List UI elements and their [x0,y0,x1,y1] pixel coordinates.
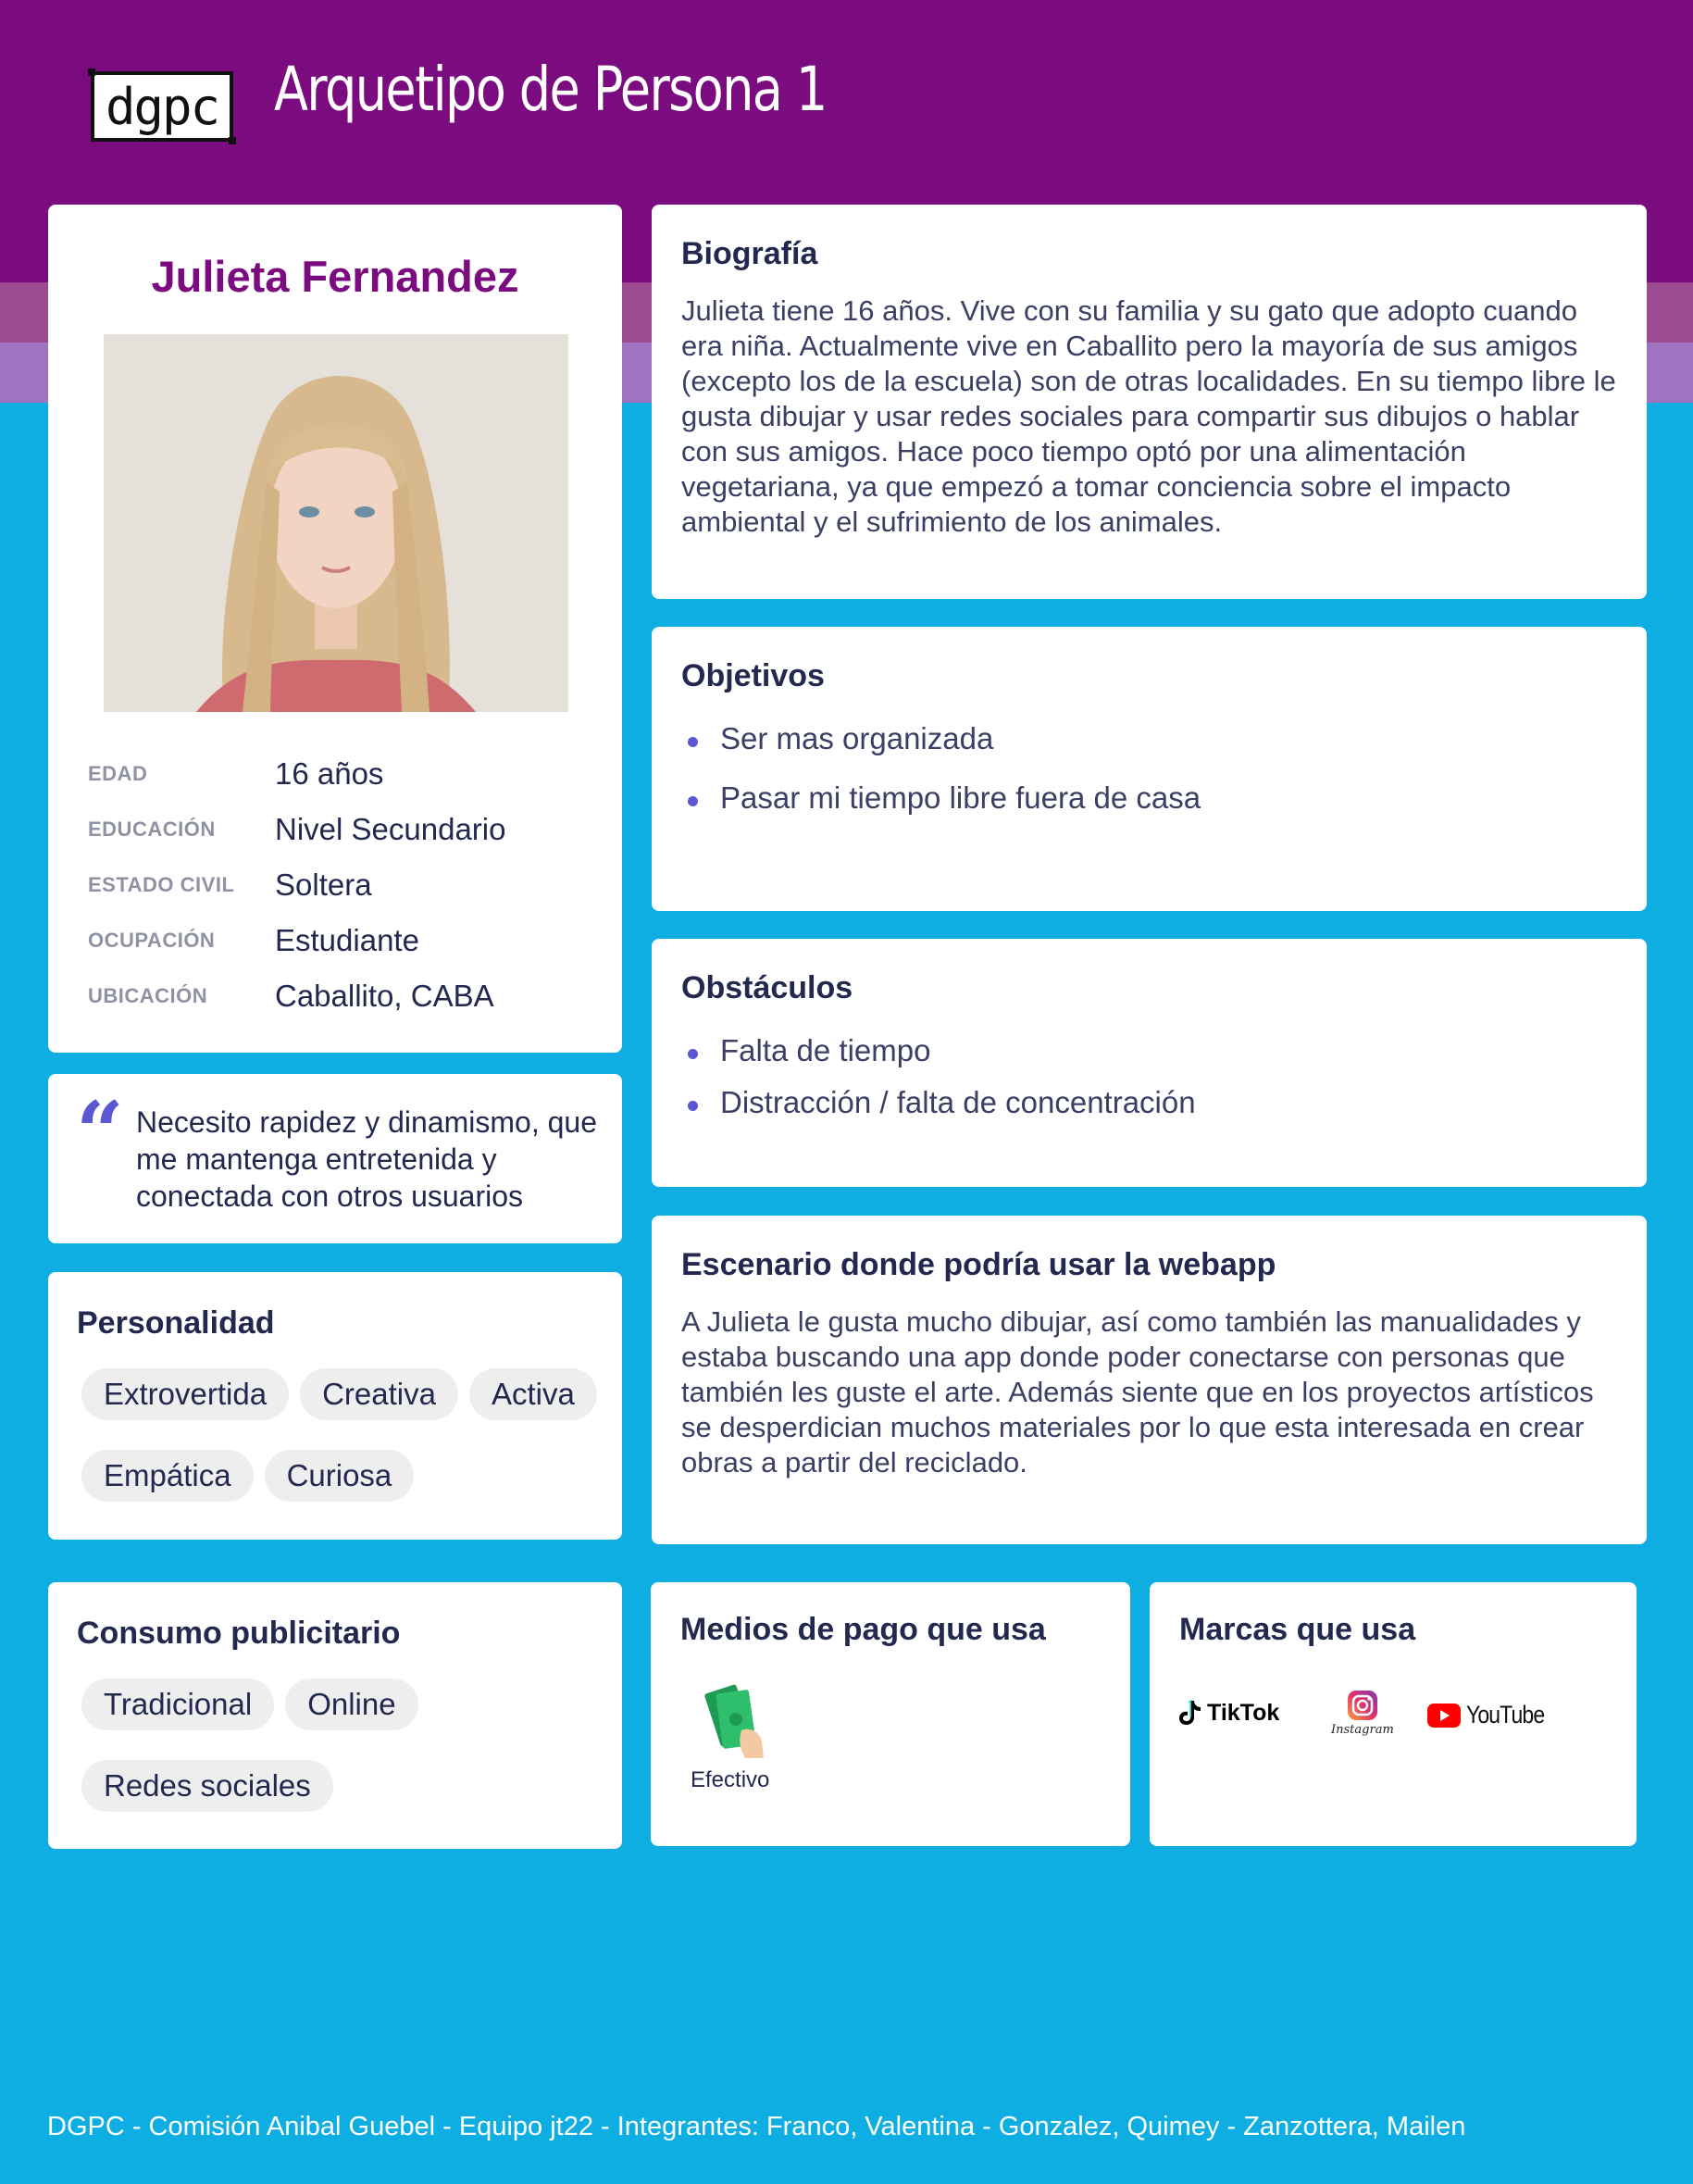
fact-row [88,913,606,968]
personality-card [48,1272,622,1540]
fact-row [88,857,606,913]
biography-title: Biografía [681,236,818,271]
obstacle-item: Distracción / falta de concentración [681,1085,1196,1120]
fact-label: OCUPACIÓN [88,929,216,952]
brands-title: Marcas que usa [1179,1612,1416,1647]
tiktok-brand [1177,1699,1279,1727]
fact-value: Soltera [275,867,372,902]
cash-icon [704,1682,771,1760]
instagram-icon [1347,1690,1378,1721]
instagram-label: Instagram [1331,1723,1394,1737]
tiktok-label: TikTok [1207,1699,1280,1726]
fact-value: Estudiante [275,923,419,957]
obstacles-title: Obstáculos [681,970,853,1005]
instagram-brand [1331,1690,1394,1737]
persona-facts [88,746,606,1024]
youtube-icon [1427,1704,1461,1728]
quote-icon: “ [76,1083,124,1181]
youtube-brand [1427,1701,1558,1729]
fact-label: EDUCACIÓN [88,817,216,841]
goal-item: Ser mas organizada [681,721,1201,756]
consumption-tag: Online [285,1679,417,1730]
consumption-tags [81,1679,600,1812]
scenario-title: Escenario donde podría usar la webapp [681,1247,1276,1282]
consumption-tag: Tradicional [81,1679,274,1730]
youtube-label: YouTube [1466,1701,1545,1728]
consumption-title: Consumo publicitario [77,1616,401,1651]
dgpc-logo: dgpc [91,71,233,142]
fact-value: Nivel Secundario [275,812,506,846]
personality-tag: Curiosa [265,1450,415,1502]
goals-title: Objetivos [681,658,825,693]
biography-card [652,205,1647,599]
scenario-card [652,1216,1647,1544]
persona-photo [104,334,568,712]
quote-text: Necesito rapidez y dinamismo, que me mantenga entretenida y conectada con otros usuarios [136,1105,598,1213]
goals-list [681,721,1201,840]
tiktok-icon [1177,1699,1201,1727]
personality-tag: Extrovertida [81,1368,289,1420]
profile-card [48,205,622,1053]
advertising-consumption-card [48,1582,622,1849]
fact-row [88,746,606,802]
consumption-tag: Redes sociales [81,1760,333,1812]
payment-title: Medios de pago que usa [680,1612,1046,1647]
fact-value: Caballito, CABA [275,979,494,1013]
footer-credits: DGPC - Comisión Anibal Guebel - Equipo jt22 - Integrantes: Franco, Valentina - Gonzalez, Quimey - Zanzottera, Mailen [47,2112,1466,2141]
personality-tags [81,1368,600,1502]
personality-tag: Activa [469,1368,597,1420]
biography-text: Julieta tiene 16 años. Vive con su familia y su gato que adopto cuando era niña. Actualmente vive en Caballito pero la mayoría de sus amigos (excepto los de la escuela) son de otras localidades. En su tiempo libre le gusta dibujar y usar redes sociales para compartir sus dibujos o hablar con sus amigos. Hace poco tiempo optó por una alimentación vegetariana, ya que empezó a tomar conciencia sobre el impacto ambiental y el sufrimiento de los animales. [681,294,1616,538]
scenario-text: A Julieta le gusta mucho dibujar, así como también las manualidades y estaba buscando una app donde poder conectarse con personas que también les guste el arte. Además siente que en los proyectos artísticos se desperdician muchos materiales por lo que esta interesada en crear obras a partir del reciclado. [681,1305,1594,1479]
fact-row [88,802,606,857]
persona-name: Julieta Fernandez [151,252,519,301]
payment-method-label: Efectivo [691,1767,770,1792]
fact-label: UBICACIÓN [88,984,208,1007]
goals-card [652,627,1647,911]
quote-card [48,1074,622,1243]
fact-label: ESTADO CIVIL [88,873,235,896]
fact-row [88,968,606,1024]
obstacle-item: Falta de tiempo [681,1033,1196,1068]
obstacles-list [681,1033,1196,1137]
obstacles-card [652,939,1647,1187]
brands-card [1150,1582,1637,1846]
fact-value: 16 años [275,756,384,791]
personality-tag: Empática [81,1450,254,1502]
personality-title: Personalidad [77,1305,275,1341]
goal-item: Pasar mi tiempo libre fuera de casa [681,780,1201,816]
page-title: Arquetipo de Persona 1 [274,54,827,125]
fact-label: EDAD [88,762,148,785]
payment-card [651,1582,1130,1846]
personality-tag: Creativa [300,1368,458,1420]
